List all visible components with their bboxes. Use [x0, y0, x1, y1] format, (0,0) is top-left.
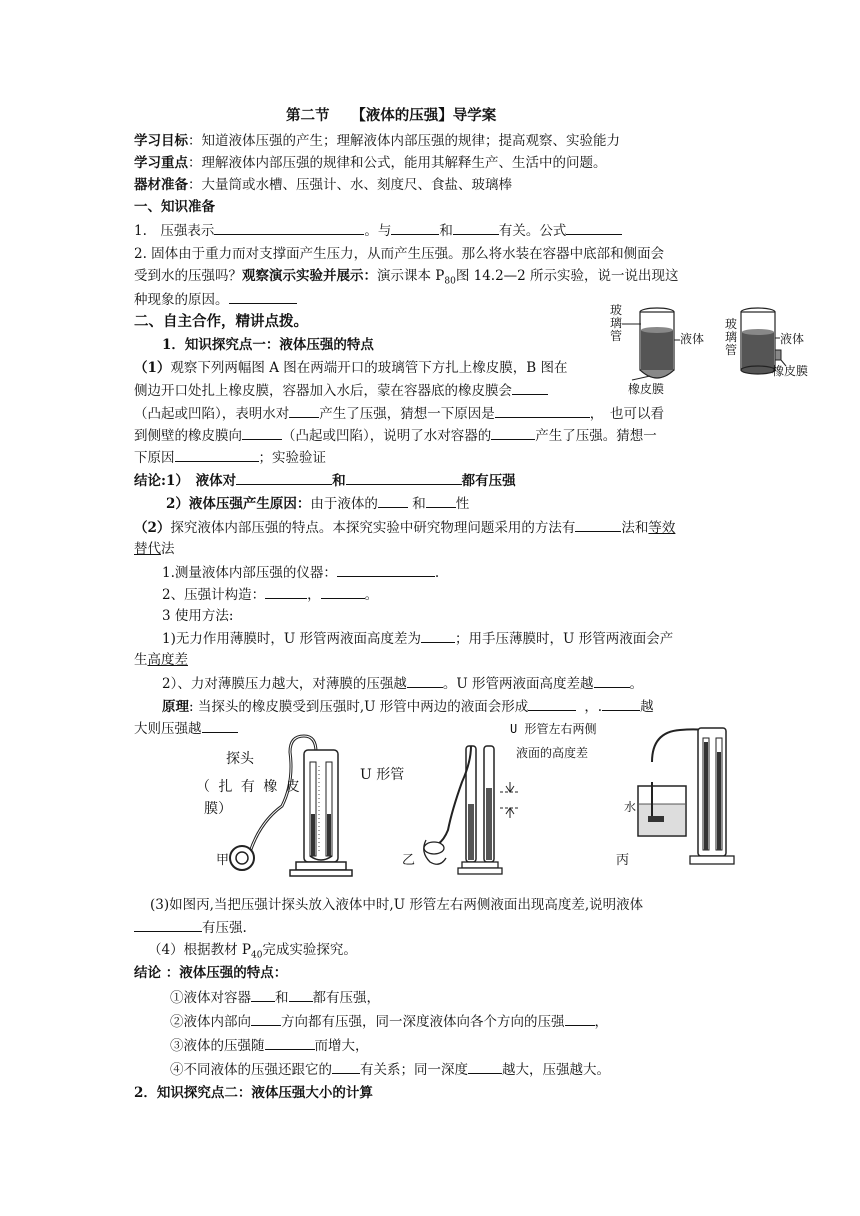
goals-line: [134, 131, 620, 151]
figure-glass-tubes: [610, 300, 830, 400]
concl1-a: 结论:1） 液体对: [134, 473, 237, 489]
question-1: [134, 220, 622, 241]
goals-text: ：知道液体压强的产生；理解液体内部压强的规律；提高观察、实验能力: [188, 133, 620, 149]
blank-c3-depth[interactable]: [265, 1035, 315, 1050]
c3-b: 而增大，: [314, 1038, 369, 1054]
principle-d: 大则压强越: [134, 721, 202, 737]
label-membrane-b: 橡皮膜: [772, 364, 809, 378]
p2-line2: [134, 539, 175, 559]
u1-a: 1)无力作用薄膜时，U 形管两液面高度差为: [162, 631, 422, 647]
label-u-tube: U 形管: [360, 767, 405, 783]
figure-pressure-gauges: [190, 722, 840, 882]
principle-c: 越: [640, 699, 654, 715]
concl2-c: 和: [412, 496, 426, 512]
p3-line1: (3)如图丙,当把压强计探头放入液体中时,U 形管左右两侧液面出现高度差,说明液体: [150, 897, 644, 913]
q1-a: 1. 压强表示: [134, 223, 215, 239]
tube-a: [622, 308, 680, 380]
c2-line: [170, 1011, 608, 1032]
concl2-a: 2）液体压强产生原因：: [166, 496, 311, 512]
blank-form[interactable]: [528, 696, 576, 711]
concl2-b: 由于液体的: [310, 496, 378, 512]
u1-b: ；用手压薄膜时，U 形管两液面会产: [455, 631, 674, 647]
p2-line1: [134, 517, 675, 538]
conclusion-2: [166, 493, 469, 514]
principle-b: ，.: [584, 699, 603, 715]
p1-line5: [134, 447, 326, 468]
conclusion-1: [134, 470, 516, 491]
p3-line2: [134, 917, 247, 938]
u2-c: 。: [629, 676, 644, 692]
concl2-d: 性: [455, 496, 470, 512]
materials-text: ：大量筒或水槽、压强计、水、刻度尺、食盐、玻璃棒: [188, 177, 512, 193]
q2-line3: [134, 289, 297, 310]
m3-line: 3 使用方法:: [162, 608, 234, 624]
principle-label: 原理: [162, 699, 189, 715]
q1-b: 。与: [364, 223, 392, 239]
blank-side-membrane[interactable]: [242, 425, 282, 440]
blank-c1-wall[interactable]: [289, 987, 313, 1002]
blank-pressure-meaning[interactable]: [214, 220, 364, 235]
p4-b: 完成实验探究。: [262, 942, 357, 958]
concl1-b: 和: [332, 473, 346, 489]
c2-a: ②液体内部向: [170, 1014, 251, 1030]
m1: 1.测量液体内部压强的仪器：: [162, 565, 337, 581]
label-probe-3: 膜）: [204, 801, 232, 817]
blank-structure-1[interactable]: [265, 584, 307, 599]
label-glass-tube-b: 玻璃管: [725, 317, 738, 357]
conclusion-3: 结论 ：液体压强的特点：: [134, 965, 288, 981]
c4-c: 越大，压强越大。: [502, 1062, 610, 1078]
label-height-diff-2: 液面的高度差: [516, 746, 589, 760]
label-membrane-a: 橡皮膜: [628, 382, 665, 396]
blank-liquid-inside[interactable]: [134, 917, 202, 932]
k1-title: 1．知识探究点一：液体压强的特点: [162, 337, 374, 353]
p1-line1: [134, 358, 567, 378]
q1-d: 有关。公式: [498, 223, 567, 239]
blank-water-on[interactable]: [289, 403, 319, 418]
blank-container-bottom[interactable]: [236, 470, 332, 485]
blank-c2-direction[interactable]: [251, 1011, 281, 1026]
p2-l2: 替代: [134, 541, 161, 557]
label-yi: 乙: [402, 853, 416, 868]
label-water: 水: [624, 800, 637, 814]
p1-line2: [134, 380, 548, 401]
p2-l1b: 探究液体内部压强的特点。本探究实验中研究物理问题采用的方法有: [170, 520, 576, 536]
principle-line1: [162, 696, 654, 717]
blank-guess-2[interactable]: [175, 447, 259, 462]
blank-c1-bottom[interactable]: [251, 987, 275, 1002]
c1-c: 都有压强，: [312, 990, 380, 1006]
u1-line1: [162, 628, 673, 649]
p4-a: （4）根据教材 P: [148, 942, 251, 958]
keypoints-line: [134, 153, 607, 173]
c3-line: [170, 1035, 369, 1056]
gauges-svg: [190, 722, 840, 882]
p1-line4: [134, 425, 657, 446]
blank-container-part[interactable]: [491, 425, 535, 440]
q2-l3: 种现象的原因。: [134, 292, 229, 308]
blank-diff-greater[interactable]: [594, 673, 630, 688]
m2-line: [162, 584, 378, 605]
c4-line: [170, 1059, 610, 1080]
label-probe: 探头: [226, 751, 254, 767]
c4-b: 有关系；同一深度: [360, 1062, 468, 1078]
c3-a: ③液体的压强随: [170, 1038, 265, 1054]
blank-factor-2[interactable]: [453, 220, 499, 235]
p1-num: （1）: [134, 360, 171, 376]
p1-l3c: ， 也可以看: [589, 406, 664, 422]
p2-l1c: 法和: [621, 520, 649, 536]
blank-structure-2[interactable]: [321, 584, 365, 599]
concl1-c: 都有压强: [461, 473, 516, 489]
c1-a: ①液体对容器: [170, 990, 251, 1006]
blank-method[interactable]: [575, 517, 621, 532]
u1-line2: [134, 650, 188, 670]
gauge-yi: [424, 746, 520, 874]
p1-l3b: 产生了压强，猜想一下原因是: [319, 406, 495, 422]
c1-b: 和: [275, 990, 289, 1006]
label-height-diff-1: U 形管左右两侧: [510, 722, 597, 736]
q1-c: 和: [439, 223, 453, 239]
materials-label: 器材准备: [134, 177, 188, 193]
section-1-heading: 一、知识准备: [134, 199, 215, 215]
p2-l2b: 法: [161, 541, 175, 557]
section-2-heading: 二、自主合作，精讲点拨。: [134, 313, 308, 330]
p1-l1b: 观察下列两幅图 A 图在两端开口的玻璃管下方扎上橡皮膜，B 图在: [170, 360, 568, 376]
materials-line: [134, 175, 512, 195]
m2c: 。: [364, 587, 379, 603]
q2-l2a: 受到水的压强吗？: [134, 268, 242, 284]
q2-l2sub: 80: [444, 276, 456, 287]
u1-c: 生: [134, 652, 148, 668]
p1-l2: 侧边开口处扎上橡皮膜，容器加入水后，蒙在容器底的橡皮膜会: [134, 383, 512, 399]
m1-line: 1.测量液体内部压强的仪器： .: [162, 562, 439, 583]
blank-c4-greater[interactable]: [468, 1059, 502, 1074]
k2-title: 2．知识探究点二：液体压强大小的计算: [134, 1085, 373, 1101]
blank-guess-1[interactable]: [495, 403, 590, 418]
c1-line: [170, 987, 380, 1008]
p3-b: 有压强.: [202, 920, 247, 936]
c2-c: ，: [594, 1014, 608, 1030]
m2a: 2、压强计构造：: [162, 587, 266, 603]
blank-height-diff[interactable]: [421, 628, 455, 643]
u1-d: 高度差: [147, 652, 188, 668]
q2-l2c: 演示课本 P: [377, 268, 445, 284]
blank-what-greater[interactable]: [602, 696, 640, 711]
q2-line1: 2. 固体由于重力而对支撑面产生压力，从而产生压强。那么将水装在容器中底部和侧面会: [134, 246, 665, 262]
blank-container-side[interactable]: [346, 470, 462, 485]
p1-l5a: 下原因: [134, 450, 175, 466]
u2-b: 。U 形管两液面高度差越: [442, 676, 594, 692]
blank-fluidity[interactable]: [426, 493, 456, 508]
label-liquid-a: 液体: [680, 332, 705, 346]
blank-formula[interactable]: [566, 220, 622, 235]
p2-l1d: 等效: [648, 520, 676, 536]
p4-sub: 40: [250, 950, 263, 961]
keypoints-text: ：理解液体内部压强的规律和公式，能用其解释生产、生活中的问题。: [188, 155, 607, 171]
u2-line: [162, 673, 643, 694]
p1-l4a: 到侧壁的橡皮膜向: [134, 428, 242, 444]
q2-l2d: 图 14.2—2 所示实验，说一说出现这: [455, 268, 679, 284]
blank-instrument[interactable]: [337, 562, 435, 577]
p1-l3a: （凸起或凹陷），表明水对: [134, 406, 290, 422]
blank-factor-1[interactable]: [391, 220, 439, 235]
blank-reason[interactable]: [229, 289, 297, 304]
q2-line2: [134, 266, 679, 292]
p1-l5b: ；实验验证: [258, 450, 326, 466]
p4-line: [148, 940, 357, 966]
label-glass-tube-a: 玻璃管: [610, 303, 623, 343]
blank-bottom-membrane[interactable]: [512, 380, 548, 395]
page-title: 第二节 【液体的压强】导学案: [286, 107, 497, 124]
gauge-bing: [638, 728, 734, 864]
principle-a: : 当探头的橡皮膜受到压强时,U 形管中两边的液面会形成: [189, 699, 529, 715]
label-bing: 丙: [616, 853, 630, 868]
c4-a: ④不同液体的压强还跟它的: [170, 1062, 332, 1078]
blank-c4-density[interactable]: [332, 1059, 360, 1074]
label-jia: 甲: [216, 853, 230, 868]
keypoints-label: 学习重点: [134, 155, 188, 171]
blank-gravity[interactable]: [378, 493, 408, 508]
blank-c2-equal[interactable]: [565, 1011, 595, 1026]
goals-label: 学习目标: [134, 133, 188, 149]
m2b: ，: [307, 587, 321, 603]
p1-l4b: （凸起或凹陷），说明了水对容器的: [282, 428, 492, 444]
q2-l2b: 观察演示实验并展示：: [242, 268, 377, 284]
label-probe-2: （ 扎 有 橡 皮: [196, 779, 302, 795]
p2-num: （2）: [134, 520, 171, 536]
c2-b: 方向都有压强，同一深度液体向各个方向的压强: [281, 1014, 565, 1030]
label-liquid-b: 液体: [780, 332, 805, 346]
blank-pressure-greater[interactable]: [407, 673, 443, 688]
u2-a: 2）、力对薄膜压力越大，对薄膜的压强越: [162, 676, 407, 692]
p1-l4c: 产生了压强。猜想一: [535, 428, 657, 444]
p1-line3: [134, 403, 664, 424]
